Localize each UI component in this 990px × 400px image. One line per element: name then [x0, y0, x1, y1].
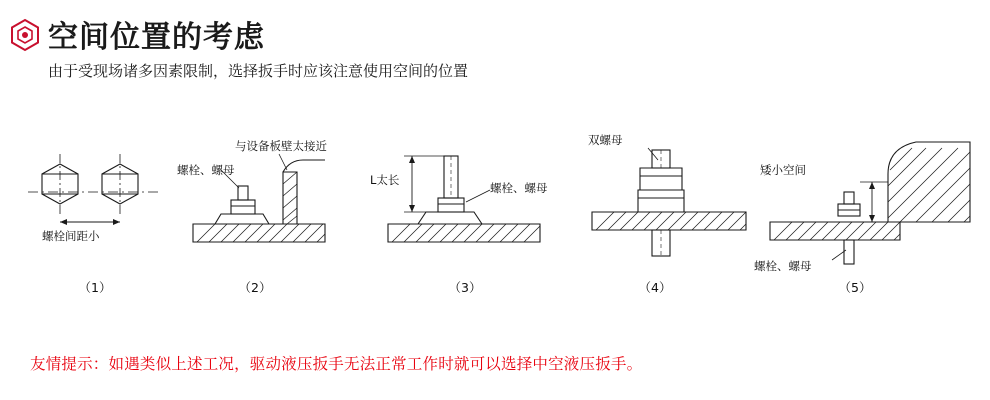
footnote-tip: 友情提示：如遇类似上述工况，驱动液压扳手无法正常工作时就可以选择中空液压扳手。	[30, 355, 643, 373]
figure-3	[370, 130, 560, 290]
figure-5-label-0: 矮小空间	[760, 163, 806, 177]
figure-1-label-0: 螺栓间距小	[42, 229, 100, 243]
figure-5	[754, 130, 980, 290]
figure-caption-5: （5）	[838, 280, 872, 295]
page-subtitle: 由于受现场诸多因素限制，选择扳手时应该注意使用空间的位置	[48, 62, 469, 80]
long-bolt-diagram	[370, 130, 560, 290]
figure-1	[20, 130, 170, 290]
bolt-near-wall-diagram	[175, 130, 350, 290]
figure-3-label-1: 螺栓、螺母	[490, 181, 548, 195]
figure-5-label-1: 螺栓、螺母	[754, 259, 812, 273]
figure-caption-4: （4）	[638, 280, 672, 295]
hexagon-nut-logo-icon	[8, 18, 42, 52]
figure-caption-3: （3）	[448, 280, 482, 295]
figure-4	[580, 130, 760, 290]
figure-3-label-0: L太长	[370, 173, 400, 187]
page-title: 空间位置的考虑	[48, 20, 265, 55]
figure-2-label-1: 与设备板壁太接近	[235, 139, 327, 153]
figure-caption-1: （1）	[78, 280, 112, 295]
figure-2-label-0: 螺栓、螺母	[177, 163, 235, 177]
page-header	[0, 0, 990, 80]
two-hex-nuts-side-by-side-diagram	[20, 130, 170, 290]
double-nut-diagram	[580, 130, 760, 290]
figure-4-label-0: 双螺母	[588, 133, 623, 147]
figure-2	[175, 130, 350, 290]
figure-caption-2: （2）	[238, 280, 272, 295]
figure-captions	[0, 278, 990, 298]
